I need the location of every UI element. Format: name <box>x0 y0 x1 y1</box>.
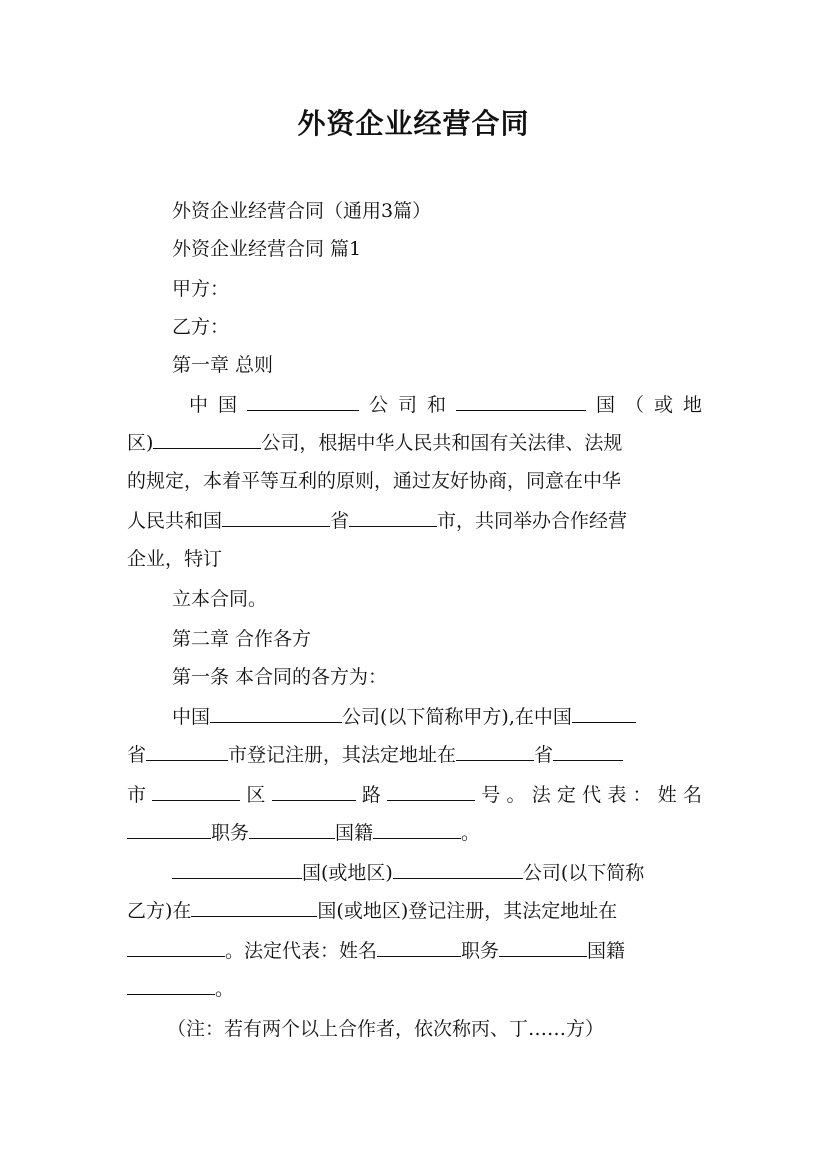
chapter-1-heading <box>127 352 747 378</box>
blank-field <box>127 938 225 957</box>
party-b-line <box>127 314 747 340</box>
article-1-heading <box>127 664 747 690</box>
part-heading <box>127 236 747 262</box>
text-segment: 。法定代表：姓名 <box>225 940 378 962</box>
blank-field <box>553 742 623 761</box>
text-segment: 区) <box>127 432 154 454</box>
text-segment: 职务 <box>461 940 500 962</box>
blank-field <box>387 782 475 801</box>
blank-field <box>222 508 330 527</box>
blank-field <box>127 820 211 839</box>
blank-field <box>210 704 342 723</box>
blank-field <box>146 742 228 761</box>
paragraph-1-line-5 <box>127 546 702 572</box>
text-segment: 区 <box>240 784 272 806</box>
chapter-2-heading <box>127 626 747 652</box>
paragraph-2-line-1 <box>127 704 702 730</box>
blank-field <box>393 860 523 879</box>
blank-field <box>349 508 437 527</box>
text-segment: 国(或地区)登记注册，其法定地址在 <box>317 900 618 922</box>
text-segment: 省 <box>330 510 350 532</box>
paragraph-3-line-1 <box>127 860 702 886</box>
text-segment: 。 <box>461 822 481 844</box>
text-segment: 乙方)在 <box>127 900 192 922</box>
blank-field <box>127 976 215 995</box>
party-a-label: 甲方： <box>172 278 230 300</box>
blank-field <box>456 392 586 411</box>
text-segment: 公司，根据中华人民共和国有关法律、法规 <box>261 432 623 454</box>
blank-field <box>191 898 317 917</box>
blank-field <box>153 430 261 449</box>
text-segment: 国（或地 <box>585 394 702 416</box>
text-segment: 职务 <box>211 822 250 844</box>
paragraph-3-line-4 <box>127 976 702 1002</box>
blank-field <box>247 392 359 411</box>
text-segment: 路 <box>355 784 388 806</box>
blank-field <box>377 938 461 957</box>
blank-field <box>572 704 636 723</box>
paragraph-1-end <box>127 586 747 612</box>
text-segment: 省 <box>127 744 147 766</box>
text-segment: 立本合同。 <box>172 588 268 610</box>
chapter-1-text: 第一章 总则 <box>172 354 274 376</box>
text-segment: 市，共同举办合作经营 <box>437 510 628 532</box>
text-segment: 人民共和国 <box>127 510 223 532</box>
blank-field <box>272 782 356 801</box>
blank-field <box>152 782 240 801</box>
blank-field <box>249 820 335 839</box>
text-segment: 国(或地区) <box>302 862 393 884</box>
paragraph-1-line-1 <box>127 392 702 418</box>
text-segment: 省 <box>534 744 554 766</box>
party-a-line <box>127 276 747 302</box>
paragraph-1-line-4 <box>127 508 702 534</box>
article-1-text: 第一条 本合同的各方为： <box>172 666 388 688</box>
text-segment: 市登记注册，其法定地址在 <box>228 744 457 766</box>
text-segment: 市 <box>127 784 153 806</box>
paragraph-2-line-2 <box>127 742 702 768</box>
party-b-label: 乙方： <box>172 316 230 338</box>
text-segment: 公司和 <box>359 394 456 416</box>
paragraph-1-line-2 <box>127 430 702 456</box>
text-segment: 公司(以下简称甲方),在中国 <box>342 706 572 728</box>
document-title: 外资企业经营合同 <box>297 107 530 140</box>
blank-field <box>373 820 461 839</box>
subtitle-line <box>127 198 747 224</box>
paragraph-1-line-3 <box>127 468 702 494</box>
paragraph-2-line-3 <box>127 782 702 808</box>
text-segment: 的规定，本着平等互利的原则，通过友好协商，同意在中华 <box>127 470 622 492</box>
text-segment: 企业，特订 <box>127 548 223 570</box>
blank-field <box>456 742 534 761</box>
text-segment: 国籍 <box>335 822 374 844</box>
text-segment: 公司(以下简称 <box>522 862 645 884</box>
note-line <box>127 1016 742 1042</box>
chapter-2-text: 第二章 合作各方 <box>172 628 312 650</box>
text-segment: 。 <box>215 978 235 1000</box>
part-heading-text: 外资企业经营合同 篇1 <box>172 238 362 260</box>
text-segment: 中国 <box>172 706 211 728</box>
text-segment: 号。法定代表：姓名 <box>475 784 702 806</box>
blank-field <box>499 938 587 957</box>
paragraph-3-line-2 <box>127 898 702 924</box>
text-segment: 中国 <box>189 394 247 416</box>
paragraph-3-line-3 <box>127 938 702 964</box>
subtitle-text: 外资企业经营合同（通用3篇） <box>172 200 432 222</box>
note-text: （注：若有两个以上合作者，依次称丙、丁……方） <box>167 1018 605 1040</box>
paragraph-2-line-4 <box>127 820 702 846</box>
blank-field <box>172 860 302 879</box>
text-segment: 国籍 <box>587 940 626 962</box>
